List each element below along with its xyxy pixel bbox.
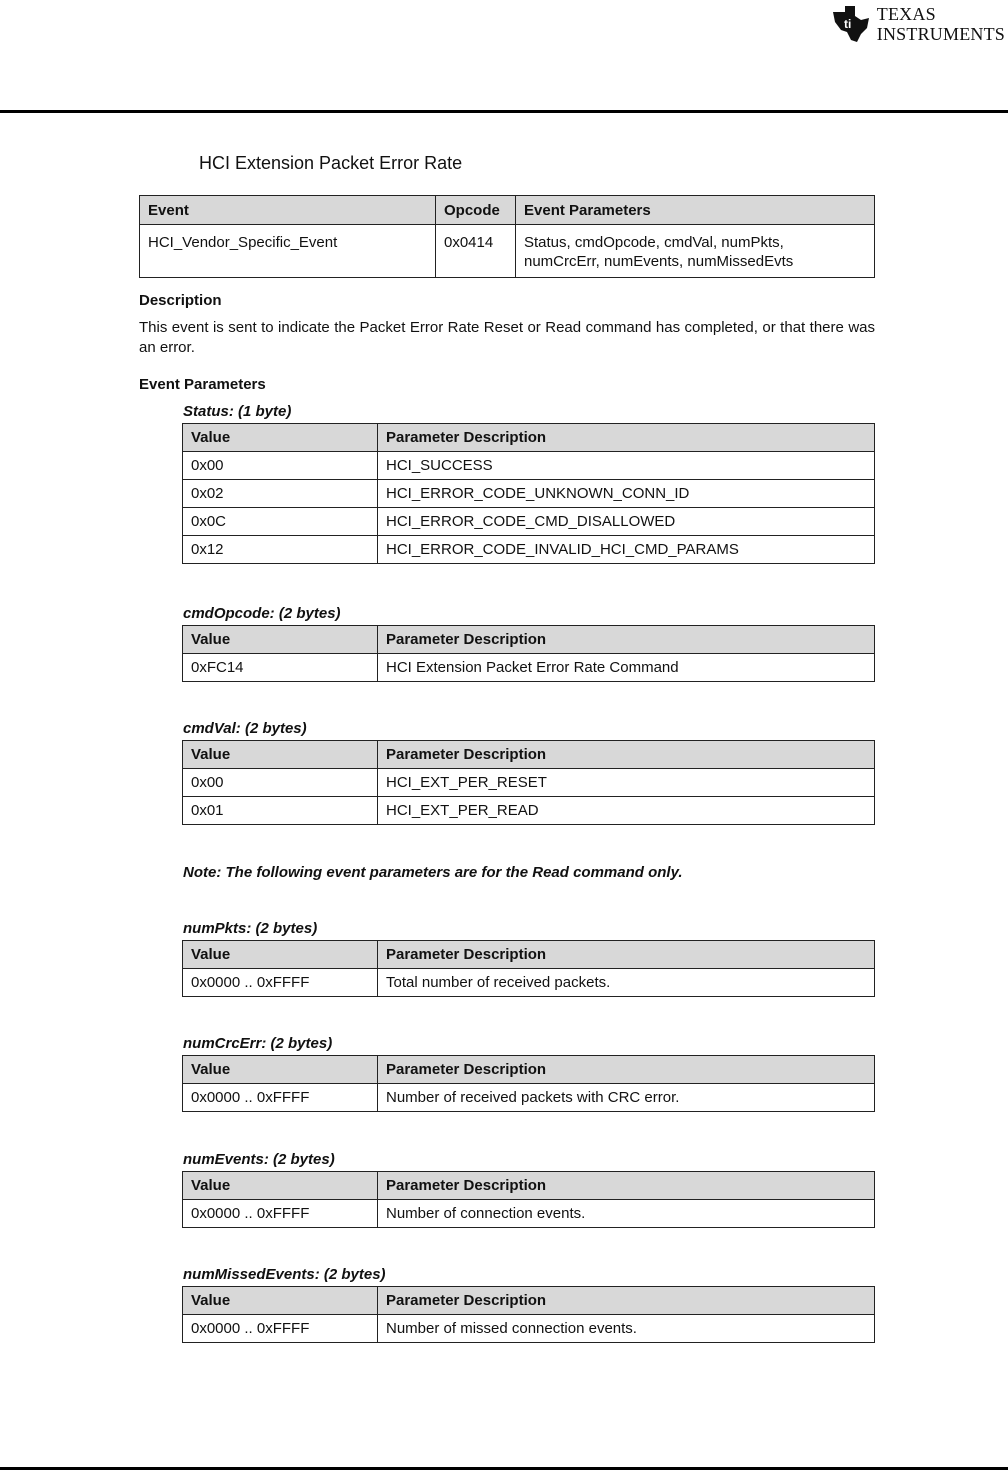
col-parameter-description: Parameter Description: [378, 941, 875, 969]
value-cell: 0x02: [183, 480, 378, 508]
col-parameter-description: Parameter Description: [378, 1056, 875, 1084]
desc-cell: HCI_EXT_PER_READ: [378, 797, 875, 825]
table-row: [183, 452, 875, 480]
value-cell: 0x00: [183, 769, 378, 797]
param-title-numevents: numEvents: (2 bytes): [183, 1151, 335, 1168]
table-row: [183, 1200, 875, 1228]
desc-cell: HCI_ERROR_CODE_UNKNOWN_CONN_ID: [378, 480, 875, 508]
svg-text:ti: ti: [843, 17, 852, 31]
footer-rule: [0, 1467, 1008, 1470]
event-params: [516, 225, 875, 278]
table-row: [183, 654, 875, 682]
event-table: [139, 195, 875, 278]
desc-cell: Number of connection events.: [378, 1200, 875, 1228]
col-value: Value: [183, 1287, 378, 1315]
ti-logo: [831, 4, 1005, 44]
param-title-cmdval: cmdVal: (2 bytes): [183, 720, 307, 737]
brand-line1: TEXAS: [876, 4, 936, 24]
texas-state-icon: [831, 4, 871, 44]
value-cell: 0x0000 .. 0xFFFF: [183, 1084, 378, 1112]
col-value: Value: [183, 1056, 378, 1084]
col-parameter-description: Parameter Description: [378, 1172, 875, 1200]
table-row: [183, 797, 875, 825]
table-row: [140, 225, 875, 278]
col-event-parameters: Event Parameters: [516, 196, 875, 225]
brand-line2: INSTRUMENTS: [876, 24, 1005, 44]
table-row: [183, 508, 875, 536]
param-table-numcrcerr: [182, 1055, 875, 1112]
event-name: HCI_Vendor_Specific_Event: [140, 225, 436, 278]
param-title-nummissedevents: numMissedEvents: (2 bytes): [183, 1266, 386, 1283]
col-parameter-description: Parameter Description: [378, 424, 875, 452]
value-cell: 0x12: [183, 536, 378, 564]
param-title-cmdopcode: cmdOpcode: (2 bytes): [183, 605, 341, 622]
table-row: [183, 769, 875, 797]
event-params-line2: numCrcErr, numEvents, numMissedEvts: [524, 253, 794, 270]
col-parameter-description: Parameter Description: [378, 741, 875, 769]
desc-cell: HCI_SUCCESS: [378, 452, 875, 480]
table-row: [183, 480, 875, 508]
event-params-line1: Status, cmdOpcode, cmdVal, numPkts,: [524, 234, 784, 251]
value-cell: 0x0000 .. 0xFFFF: [183, 1315, 378, 1343]
param-title-numcrcerr: numCrcErr: (2 bytes): [183, 1035, 333, 1052]
section-title: HCI Extension Packet Error Rate: [199, 153, 463, 173]
value-cell: 0x0C: [183, 508, 378, 536]
param-table-numpkts: [182, 940, 875, 997]
col-value: Value: [183, 741, 378, 769]
col-value: Value: [183, 626, 378, 654]
col-value: Value: [183, 941, 378, 969]
col-value: Value: [183, 1172, 378, 1200]
event-opcode: 0x0414: [436, 225, 516, 278]
table-row: [183, 536, 875, 564]
param-table-numevents: [182, 1171, 875, 1228]
value-cell: 0x0000 .. 0xFFFF: [183, 969, 378, 997]
table-row: [183, 1315, 875, 1343]
brand-wordmark: [877, 4, 1005, 44]
table-row: [183, 969, 875, 997]
header-rule: [0, 110, 1008, 113]
desc-cell: HCI_ERROR_CODE_CMD_DISALLOWED: [378, 508, 875, 536]
description-text: This event is sent to indicate the Packet Error Rate Reset or Read command has completed, or that there was an error.: [139, 319, 875, 356]
param-title-status: Status: (1 byte): [183, 403, 292, 420]
col-parameter-description: Parameter Description: [378, 1287, 875, 1315]
desc-cell: Number of missed connection events.: [378, 1315, 875, 1343]
col-opcode: Opcode: [436, 196, 516, 225]
event-parameters-heading: Event Parameters: [139, 376, 266, 393]
col-value: Value: [183, 424, 378, 452]
read-only-note: Note: The following event parameters are for the Read command only.: [183, 864, 683, 881]
value-cell: 0x0000 .. 0xFFFF: [183, 1200, 378, 1228]
value-cell: 0x01: [183, 797, 378, 825]
param-table-cmdopcode: [182, 625, 875, 682]
table-row: [183, 1084, 875, 1112]
param-title-numpkts: numPkts: (2 bytes): [183, 920, 318, 937]
desc-cell: HCI_EXT_PER_RESET: [378, 769, 875, 797]
col-event: Event: [140, 196, 436, 225]
col-parameter-description: Parameter Description: [378, 626, 875, 654]
param-table-cmdval: [182, 740, 875, 825]
value-cell: 0xFC14: [183, 654, 378, 682]
event-table-header: [140, 196, 875, 225]
param-table-nummissedevents: [182, 1286, 875, 1343]
desc-cell: Total number of received packets.: [378, 969, 875, 997]
desc-cell: Number of received packets with CRC error.: [378, 1084, 875, 1112]
description-heading: Description: [139, 292, 222, 309]
desc-cell: HCI_ERROR_CODE_INVALID_HCI_CMD_PARAMS: [378, 536, 875, 564]
value-cell: 0x00: [183, 452, 378, 480]
param-table-status: [182, 423, 875, 564]
desc-cell: HCI Extension Packet Error Rate Command: [378, 654, 875, 682]
